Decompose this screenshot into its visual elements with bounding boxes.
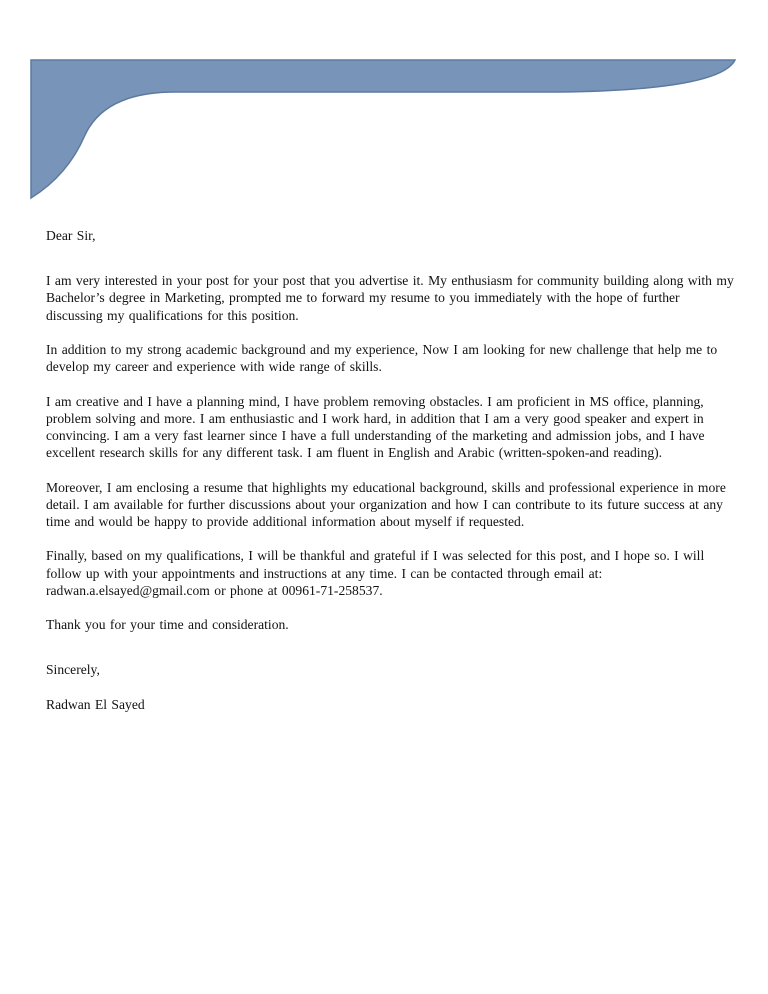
signature-name: Radwan El Sayed [46, 696, 145, 712]
thanks-line: Thank you for your time and consideration. [46, 617, 289, 633]
letter-paragraph: I am creative and I have a planning mind, I have problem removing obstacles. I am proficient in MS office, planning, problem solving and more. I am enthusiastic and I work hard, in addition that I am a very good speaker and expert in convincing. I am a very fast learner since I have a full understanding of the marketing and admission jobs, and I have excellent research skills for any different task. I am fluent in English and Arabic (written-spoken-and reading). [46, 393, 705, 461]
header-wave-shape [31, 60, 735, 198]
letter-paragraph: Moreover, I am enclosing a resume that highlights my educational background, skills and professional experience in more detail. I am available for further discussions about your organization and how I can contribute to its future success at any time and would be happy to provide additional information about myself if requested. [46, 479, 726, 529]
letter-paragraph: In addition to my strong academic background and my experience, Now I am looking for new challenge that help me to develop my career and experience with wide range of skills. [46, 342, 718, 375]
cover-letter [46, 227, 736, 730]
letter-paragraph: I am very interested in your post for your post that you advertise it. My enthusiasm for community building along with my Bachelor’s degree in Marketing, prompted me to forward my resume to you immediately with the hope of further discussing my qualifications for this position. [46, 273, 734, 323]
closing: Sincerely, [46, 662, 100, 678]
header-banner [0, 0, 768, 200]
letter-paragraph: Finally, based on my qualifications, I will be thankful and grateful if I was selected for this post, and I hope so. I will follow up with your appointments and instructions at any time. I can be contacted through email at: radwan.a.elsayed@gmail.com or phone at 00961-71-258537. [46, 548, 705, 598]
salutation: Dear Sir, [46, 228, 96, 243]
